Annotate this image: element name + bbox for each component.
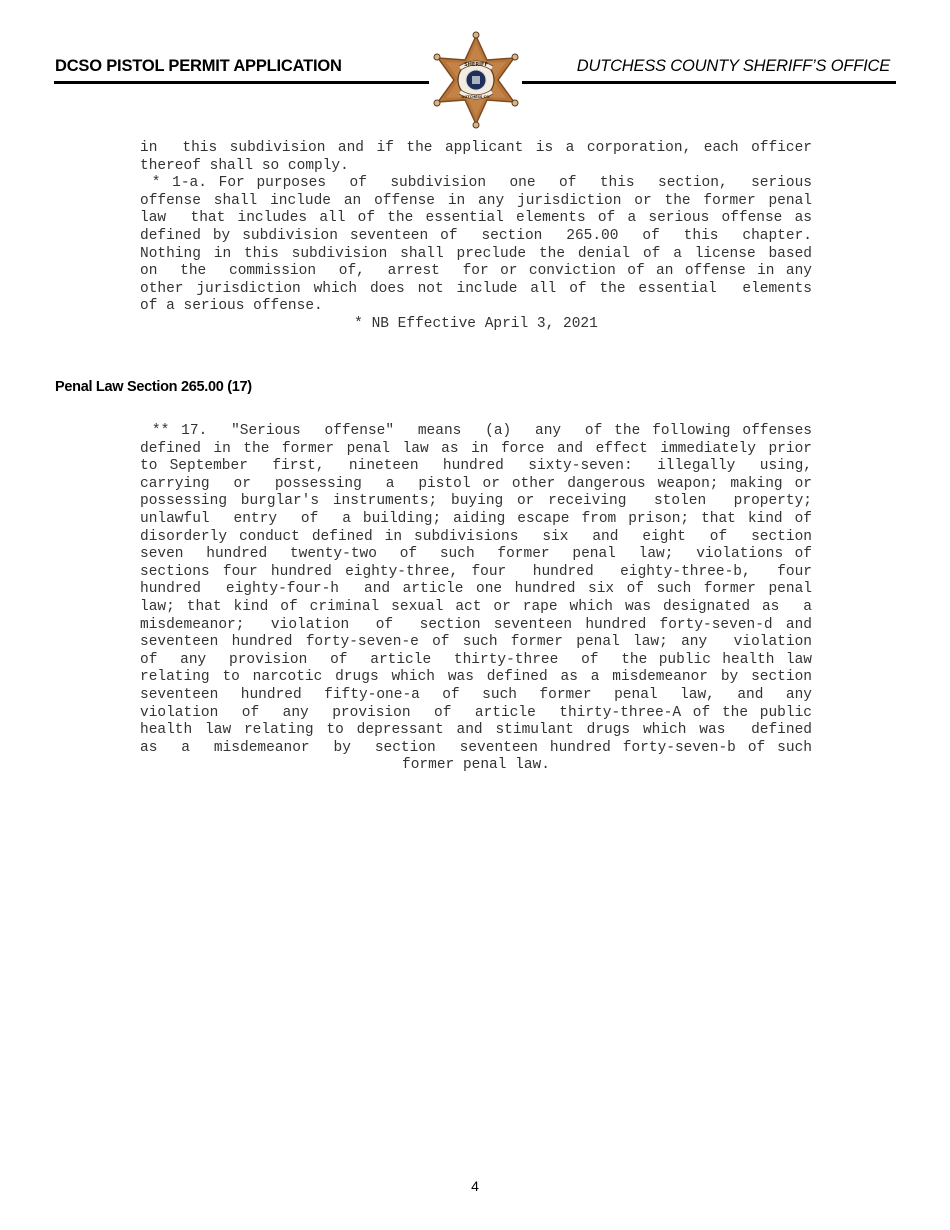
text-line: of any provision of article thirty-three of the public health law — [140, 651, 812, 668]
text-line: violation of any provision of article thirty-three-A of the public — [140, 704, 812, 721]
text-line: hundred eighty-four-h and article one hundred six of such former penal — [140, 581, 812, 598]
text-line: seventeen hundred fifty-one-a of such former penal law, and any — [140, 686, 812, 703]
agency-name: DUTCHESS COUNTY SHERIFF’S OFFICE — [576, 57, 890, 75]
text-line: relating to narcotic drugs which was defined as a misdemeanor by section — [140, 669, 812, 686]
text-line: law that includes all of the essential elements of a serious offense as — [140, 210, 812, 227]
text-line: as a misdemeanor by section seventeen hundred forty-seven-b of such — [140, 739, 812, 756]
text-line: sections four hundred eighty-three, four hundred eighty-three-b, four — [140, 563, 812, 580]
text-line: law; that kind of criminal sexual act or rape which was designated as a — [140, 598, 812, 615]
svg-text:DUTCHESS CO.: DUTCHESS CO. — [461, 95, 491, 99]
text-line: unlawful entry of a building; aiding escape from prison; that kind of — [140, 510, 812, 527]
text-line-final: former penal law. — [402, 757, 550, 774]
header-rule-left — [54, 81, 429, 84]
text-line: health law relating to depressant and stimulant drugs which was defined — [140, 722, 812, 739]
text-line: disorderly conduct defined in subdivisions six and eight of section — [140, 528, 812, 545]
text-line: possessing burglar's instruments; buying or receiving stolen property; — [140, 493, 812, 510]
sheriff-star-badge-icon — [430, 30, 522, 130]
text-line: of a serious offense. — [140, 298, 323, 315]
text-line: thereof shall so comply. — [140, 157, 349, 174]
text-line: * 1-a. For purposes of subdivision one of this section, serious — [140, 175, 812, 192]
text-line: misdemeanor; violation of section seventeen hundred forty-seven-d and — [140, 616, 812, 633]
svg-text:SHERIFF: SHERIFF — [464, 62, 488, 68]
text-line: offense shall include an offense in any jurisdiction or the former penal — [140, 192, 812, 209]
text-line: seven hundred twenty-two of such former penal law; violations of — [140, 546, 812, 563]
section-body-text — [140, 423, 812, 775]
continuation-text — [140, 140, 812, 334]
page-number: 4 — [471, 1178, 479, 1194]
text-line: seventeen hundred forty-seven-e of such former penal law; any violation — [140, 634, 812, 651]
text-line: carrying or possessing a pistol or other dangerous weapon; making or — [140, 475, 812, 492]
text-line: to September first, nineteen hundred sixty-seven: illegally using, — [140, 458, 812, 475]
header-rule-right — [522, 81, 896, 84]
text-line: other jurisdiction which does not include all of the essential elements — [140, 280, 812, 297]
text-line: on the commission of, arrest for or conviction of an offense in any — [140, 263, 812, 280]
text-line: Nothing in this subdivision shall preclude the denial of a license based — [140, 245, 812, 262]
effective-date-note: * NB Effective April 3, 2021 — [354, 315, 598, 332]
text-line: defined by subdivision seventeen of section 265.00 of this chapter. — [140, 227, 812, 244]
text-line: in this subdivision and if the applicant is a corporation, each officer — [140, 140, 812, 156]
section-heading: Penal Law Section 265.00 (17) — [55, 379, 252, 395]
text-line: ** 17. "Serious offense" means (a) any of the following offenses — [140, 423, 812, 439]
text-line: defined in the former penal law as in force and effect immediately prior — [140, 440, 812, 457]
document-title: DCSO PISTOL PERMIT APPLICATION — [55, 57, 342, 75]
